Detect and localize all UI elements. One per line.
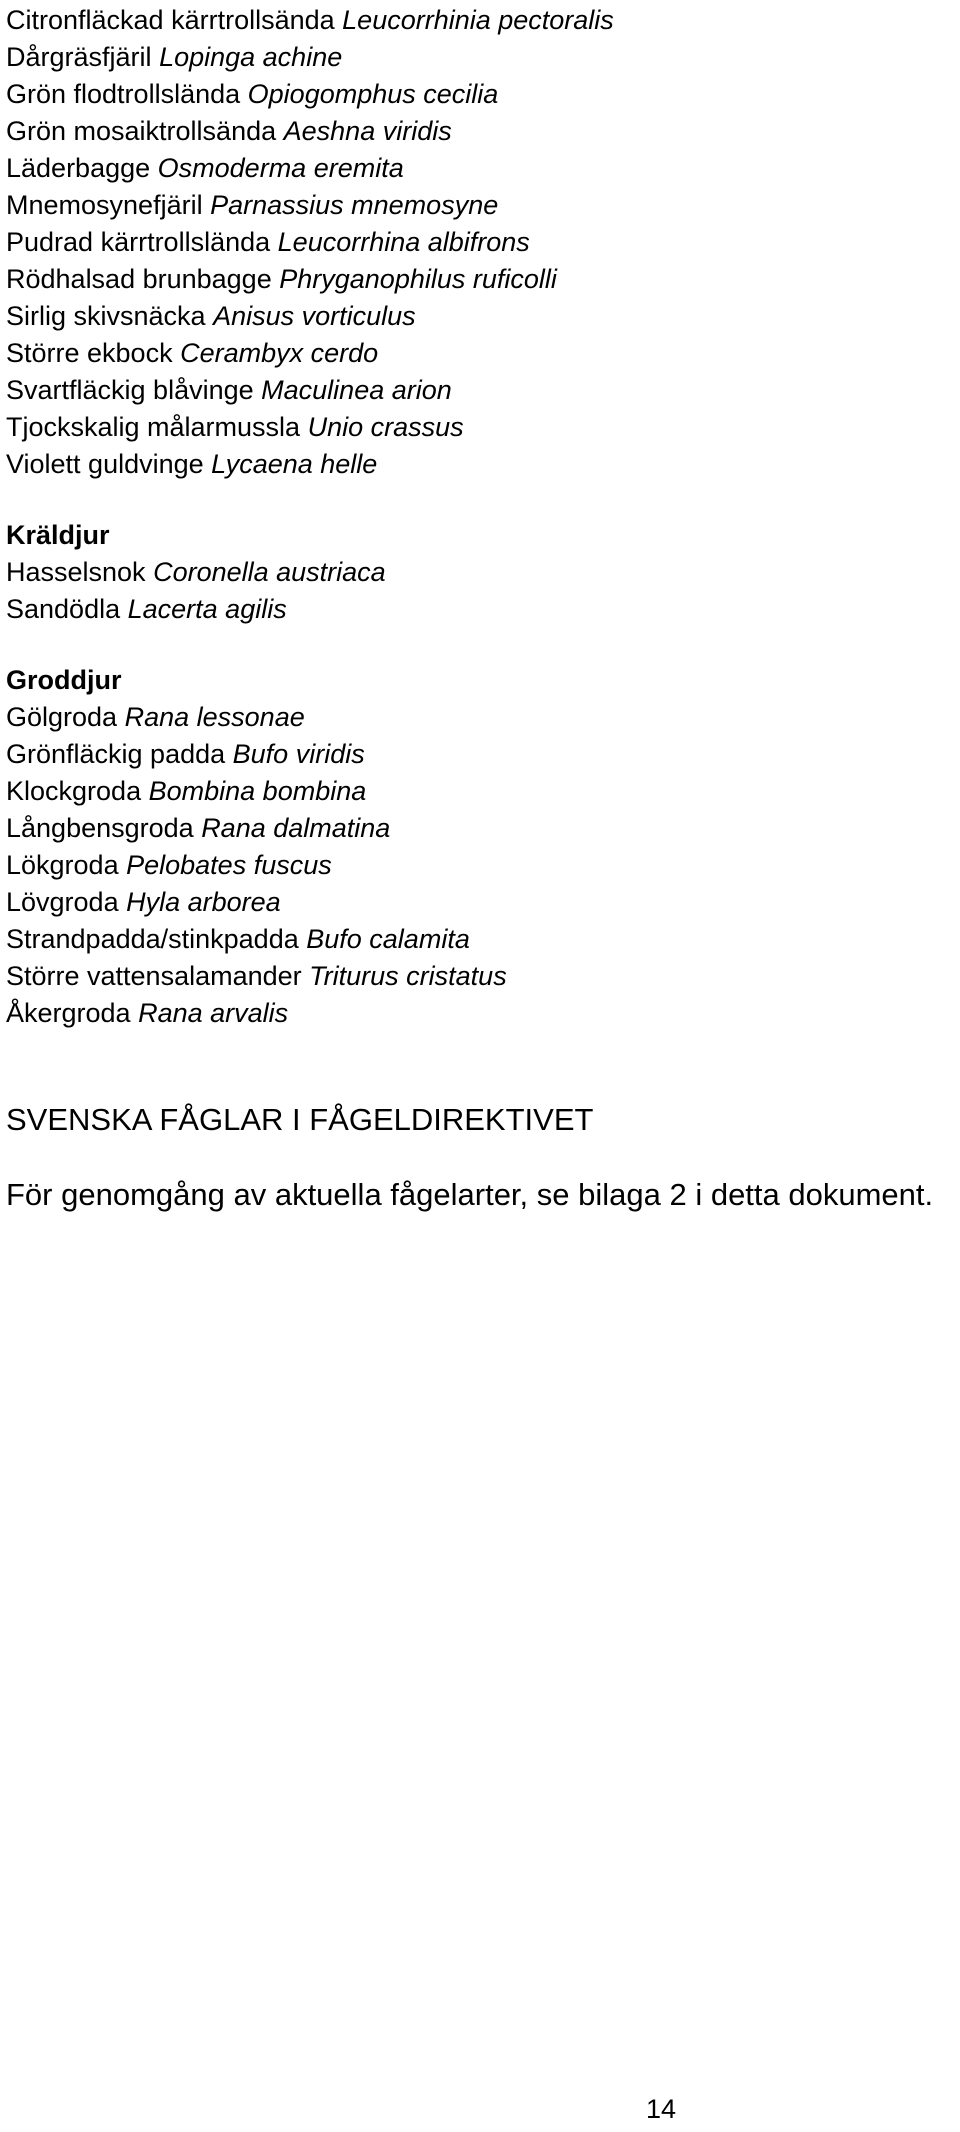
section-heading: Groddjur <box>6 665 122 695</box>
species-line: Läderbagge Osmoderma eremita <box>6 153 404 183</box>
page-number: 14 <box>646 2094 677 2124</box>
species-line: Lökgroda Pelobates fuscus <box>6 850 332 880</box>
species-line: Citronfläckad kärrtrollsända Leucorrhinia pectoralis <box>6 5 614 35</box>
species-line: Rödhalsad brunbagge Phryganophilus ruficolli <box>6 264 557 294</box>
species-line: Tjockskalig målarmussla Unio crassus <box>6 412 464 442</box>
species-line: Sandödla Lacerta agilis <box>6 594 287 624</box>
insect-species-list <box>6 2 956 483</box>
species-line: Grön flodtrollslända Opiogomphus cecilia <box>6 79 499 109</box>
species-line: Hasselsnok Coronella austriaca <box>6 557 386 587</box>
birds-note: För genomgång av aktuella fågelarter, se bilaga 2 i detta dokument. <box>6 1177 934 1212</box>
species-line: Lövgroda Hyla arborea <box>6 887 281 917</box>
section-heading: Kräldjur <box>6 520 110 550</box>
reptiles-section <box>6 517 956 628</box>
species-line: Mnemosynefjäril Parnassius mnemosyne <box>6 190 499 220</box>
document-page <box>6 0 956 1215</box>
species-line: Sirlig skivsnäcka Anisus vorticulus <box>6 301 416 331</box>
birds-directive-heading: SVENSKA FÅGLAR I FÅGELDIREKTIVET <box>6 1102 594 1137</box>
species-line: Grön mosaiktrollsända Aeshna viridis <box>6 116 452 146</box>
species-line: Strandpadda/stinkpadda Bufo calamita <box>6 924 470 954</box>
species-line: Gölgroda Rana lessonae <box>6 702 305 732</box>
species-line: Långbensgroda Rana dalmatina <box>6 813 391 843</box>
amphibians-section <box>6 662 956 1032</box>
species-line: Åkergroda Rana arvalis <box>6 998 289 1028</box>
species-line: Violett guldvinge Lycaena helle <box>6 449 378 479</box>
species-line: Pudrad kärrtrollslända Leucorrhina albifrons <box>6 227 530 257</box>
species-line: Dårgräsfjäril Lopinga achine <box>6 42 343 72</box>
species-line: Svartfläckig blåvinge Maculinea arion <box>6 375 452 405</box>
species-line: Grönfläckig padda Bufo viridis <box>6 739 365 769</box>
species-line: Större vattensalamander Triturus cristatus <box>6 961 507 991</box>
species-line: Klockgroda Bombina bombina <box>6 776 367 806</box>
species-line: Större ekbock Cerambyx cerdo <box>6 338 379 368</box>
